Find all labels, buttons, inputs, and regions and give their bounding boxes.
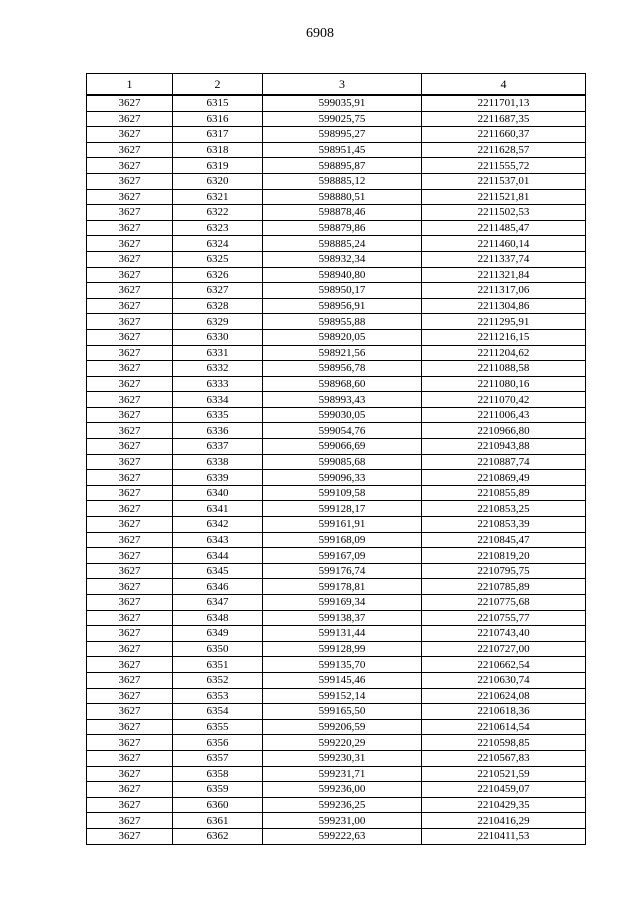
table-row [87, 283, 586, 299]
table-cell-col-2: 6334 [173, 392, 263, 408]
table-cell-col-1: 3627 [87, 782, 173, 798]
table-cell-col-2: 6315 [173, 95, 263, 111]
table-cell-col-1: 3627 [87, 735, 173, 751]
table-cell-col-4: 2210727,00 [422, 641, 586, 657]
table-cell-col-4: 2211460,14 [422, 236, 586, 252]
table-cell-col-3: 598993,43 [263, 392, 422, 408]
table-cell-col-3: 599128,99 [263, 641, 422, 657]
table-cell-col-2: 6326 [173, 267, 263, 283]
table-cell-col-4: 2210743,40 [422, 626, 586, 642]
table-cell-col-4: 2211321,84 [422, 267, 586, 283]
table-row [87, 719, 586, 735]
table-cell-col-2: 6354 [173, 704, 263, 720]
table-cell-col-3: 599030,05 [263, 407, 422, 423]
table-row [87, 470, 586, 486]
table-cell-col-3: 599085,68 [263, 454, 422, 470]
table-cell-col-1: 3627 [87, 329, 173, 345]
table-cell-col-1: 3627 [87, 766, 173, 782]
table-cell-col-3: 599169,34 [263, 595, 422, 611]
table-row [87, 142, 586, 158]
table-cell-col-4: 2210795,75 [422, 563, 586, 579]
table-row [87, 532, 586, 548]
table-cell-col-2: 6362 [173, 828, 263, 844]
table-row [87, 735, 586, 751]
table-cell-col-3: 599231,71 [263, 766, 422, 782]
table-row [87, 407, 586, 423]
table-cell-col-4: 2211628,57 [422, 142, 586, 158]
table-cell-col-3: 599165,50 [263, 704, 422, 720]
table-cell-col-4: 2211216,15 [422, 329, 586, 345]
table-cell-col-3: 599066,69 [263, 439, 422, 455]
table-row [87, 95, 586, 111]
table-cell-col-1: 3627 [87, 407, 173, 423]
table-row [87, 439, 586, 455]
table-cell-col-2: 6347 [173, 595, 263, 611]
table-row [87, 517, 586, 533]
table-cell-col-2: 6336 [173, 423, 263, 439]
table-cell-col-3: 599222,63 [263, 828, 422, 844]
column-header-2: 2 [173, 74, 263, 96]
table-cell-col-4: 2210630,74 [422, 672, 586, 688]
table-cell-col-2: 6337 [173, 439, 263, 455]
table-cell-col-4: 2211687,35 [422, 111, 586, 127]
table-cell-col-3: 598995,27 [263, 127, 422, 143]
table-cell-col-1: 3627 [87, 641, 173, 657]
table-cell-col-1: 3627 [87, 173, 173, 189]
table-cell-col-1: 3627 [87, 158, 173, 174]
table-cell-col-2: 6322 [173, 205, 263, 221]
table-cell-col-1: 3627 [87, 376, 173, 392]
table-cell-col-2: 6351 [173, 657, 263, 673]
table-cell-col-1: 3627 [87, 517, 173, 533]
table-row [87, 361, 586, 377]
table-cell-col-4: 2211555,72 [422, 158, 586, 174]
table-row [87, 111, 586, 127]
table-row [87, 189, 586, 205]
table-cell-col-1: 3627 [87, 672, 173, 688]
table-cell-col-2: 6331 [173, 345, 263, 361]
table-cell-col-2: 6360 [173, 797, 263, 813]
table-cell-col-3: 599109,58 [263, 485, 422, 501]
table-cell-col-1: 3627 [87, 750, 173, 766]
table-cell-col-4: 2211701,13 [422, 95, 586, 111]
table-cell-col-1: 3627 [87, 797, 173, 813]
table-row [87, 641, 586, 657]
table-cell-col-3: 598956,91 [263, 298, 422, 314]
table-cell-col-2: 6361 [173, 813, 263, 829]
table-cell-col-2: 6356 [173, 735, 263, 751]
table-cell-col-1: 3627 [87, 127, 173, 143]
table-cell-col-2: 6353 [173, 688, 263, 704]
table-cell-col-4: 2210853,39 [422, 517, 586, 533]
page-number: 6908 [306, 26, 334, 41]
table-cell-col-1: 3627 [87, 345, 173, 361]
table-row [87, 766, 586, 782]
coordinates-table [86, 73, 586, 845]
table-cell-col-4: 2211660,37 [422, 127, 586, 143]
table-cell-col-3: 598951,45 [263, 142, 422, 158]
table-cell-col-1: 3627 [87, 657, 173, 673]
table-cell-col-3: 599236,25 [263, 797, 422, 813]
table-cell-col-2: 6328 [173, 298, 263, 314]
table-cell-col-2: 6333 [173, 376, 263, 392]
table-cell-col-3: 599206,59 [263, 719, 422, 735]
table-header-row [87, 74, 586, 96]
table-cell-col-2: 6318 [173, 142, 263, 158]
table-row [87, 205, 586, 221]
table-cell-col-1: 3627 [87, 361, 173, 377]
table-cell-col-3: 598920,05 [263, 329, 422, 345]
table-row [87, 579, 586, 595]
table-row [87, 127, 586, 143]
table-cell-col-4: 2211295,91 [422, 314, 586, 330]
table-cell-col-1: 3627 [87, 111, 173, 127]
table-cell-col-4: 2210845,47 [422, 532, 586, 548]
table-cell-col-2: 6350 [173, 641, 263, 657]
table-row [87, 626, 586, 642]
table-row [87, 610, 586, 626]
table-cell-col-1: 3627 [87, 423, 173, 439]
table-cell-col-4: 2211337,74 [422, 251, 586, 267]
table-cell-col-3: 599167,09 [263, 548, 422, 564]
table-cell-col-3: 598940,80 [263, 267, 422, 283]
table-cell-col-2: 6317 [173, 127, 263, 143]
column-header-4: 4 [422, 74, 586, 96]
table-row [87, 423, 586, 439]
table-cell-col-4: 2210624,08 [422, 688, 586, 704]
table-row [87, 251, 586, 267]
table-cell-col-1: 3627 [87, 595, 173, 611]
table-cell-col-4: 2210775,68 [422, 595, 586, 611]
table-cell-col-4: 2210966,80 [422, 423, 586, 439]
table-cell-col-4: 2210887,74 [422, 454, 586, 470]
table-cell-col-2: 6355 [173, 719, 263, 735]
table-cell-col-1: 3627 [87, 579, 173, 595]
table-cell-col-1: 3627 [87, 439, 173, 455]
table-cell-col-4: 2211537,01 [422, 173, 586, 189]
table-cell-col-3: 599220,29 [263, 735, 422, 751]
table-cell-col-3: 599096,33 [263, 470, 422, 486]
table-cell-col-4: 2211204,62 [422, 345, 586, 361]
table-row [87, 782, 586, 798]
table-cell-col-3: 598885,24 [263, 236, 422, 252]
table-cell-col-2: 6346 [173, 579, 263, 595]
table-cell-col-4: 2210429,35 [422, 797, 586, 813]
table-cell-col-3: 599054,76 [263, 423, 422, 439]
table-cell-col-4: 2211502,53 [422, 205, 586, 221]
table-cell-col-3: 599161,91 [263, 517, 422, 533]
table-cell-col-4: 2210567,83 [422, 750, 586, 766]
table-cell-col-1: 3627 [87, 220, 173, 236]
table-cell-col-1: 3627 [87, 610, 173, 626]
table-row [87, 485, 586, 501]
table-cell-col-4: 2211070,42 [422, 392, 586, 408]
table-cell-col-1: 3627 [87, 251, 173, 267]
table-row [87, 750, 586, 766]
table-cell-col-3: 598950,17 [263, 283, 422, 299]
table-cell-col-3: 599168,09 [263, 532, 422, 548]
table-row [87, 314, 586, 330]
table-cell-col-2: 6340 [173, 485, 263, 501]
table-cell-col-3: 598880,51 [263, 189, 422, 205]
table-cell-col-2: 6329 [173, 314, 263, 330]
table-cell-col-2: 6342 [173, 517, 263, 533]
table-row [87, 563, 586, 579]
table-cell-col-4: 2210819,20 [422, 548, 586, 564]
table-cell-col-2: 6325 [173, 251, 263, 267]
table-cell-col-4: 2210755,77 [422, 610, 586, 626]
table-cell-col-4: 2210662,54 [422, 657, 586, 673]
table-row [87, 657, 586, 673]
table-cell-col-1: 3627 [87, 532, 173, 548]
table-cell-col-3: 599035,91 [263, 95, 422, 111]
table-row [87, 454, 586, 470]
table-row [87, 501, 586, 517]
table-cell-col-4: 2211317,06 [422, 283, 586, 299]
table-cell-col-2: 6352 [173, 672, 263, 688]
table-cell-col-2: 6324 [173, 236, 263, 252]
table-cell-col-3: 598879,86 [263, 220, 422, 236]
table-cell-col-1: 3627 [87, 704, 173, 720]
table-cell-col-1: 3627 [87, 454, 173, 470]
table-row [87, 595, 586, 611]
table-cell-col-3: 598895,87 [263, 158, 422, 174]
table-cell-col-4: 2210785,89 [422, 579, 586, 595]
table-cell-col-1: 3627 [87, 95, 173, 111]
table-cell-col-3: 598968,60 [263, 376, 422, 392]
table-cell-col-3: 599131,44 [263, 626, 422, 642]
table-cell-col-3: 598932,34 [263, 251, 422, 267]
table-cell-col-4: 2210618,36 [422, 704, 586, 720]
table-row [87, 813, 586, 829]
table-cell-col-2: 6349 [173, 626, 263, 642]
table-cell-col-1: 3627 [87, 189, 173, 205]
table-cell-col-1: 3627 [87, 719, 173, 735]
table-cell-col-2: 6316 [173, 111, 263, 127]
table-cell-col-1: 3627 [87, 626, 173, 642]
table-cell-col-1: 3627 [87, 267, 173, 283]
table-cell-col-2: 6343 [173, 532, 263, 548]
table-cell-col-1: 3627 [87, 563, 173, 579]
table-cell-col-2: 6341 [173, 501, 263, 517]
table-cell-col-3: 599138,37 [263, 610, 422, 626]
table-cell-col-2: 6344 [173, 548, 263, 564]
table-row [87, 688, 586, 704]
table-cell-col-1: 3627 [87, 548, 173, 564]
table-cell-col-1: 3627 [87, 470, 173, 486]
table-row [87, 376, 586, 392]
table-cell-col-2: 6327 [173, 283, 263, 299]
table-cell-col-3: 598885,12 [263, 173, 422, 189]
table-cell-col-2: 6358 [173, 766, 263, 782]
table-cell-col-2: 6323 [173, 220, 263, 236]
table-cell-col-3: 598955,88 [263, 314, 422, 330]
table-cell-col-1: 3627 [87, 314, 173, 330]
table-cell-col-2: 6348 [173, 610, 263, 626]
table-cell-col-1: 3627 [87, 828, 173, 844]
table-cell-col-1: 3627 [87, 283, 173, 299]
table-cell-col-3: 599230,31 [263, 750, 422, 766]
table-cell-col-1: 3627 [87, 298, 173, 314]
table-row [87, 672, 586, 688]
table-row [87, 236, 586, 252]
table-cell-col-2: 6339 [173, 470, 263, 486]
table-cell-col-4: 2210521,59 [422, 766, 586, 782]
table-cell-col-4: 2210459,07 [422, 782, 586, 798]
table-cell-col-4: 2211080,16 [422, 376, 586, 392]
table-cell-col-4: 2211006,43 [422, 407, 586, 423]
table-row [87, 220, 586, 236]
table-cell-col-1: 3627 [87, 485, 173, 501]
table-cell-col-2: 6320 [173, 173, 263, 189]
table-cell-col-2: 6319 [173, 158, 263, 174]
table-cell-col-3: 598921,56 [263, 345, 422, 361]
table-cell-col-2: 6335 [173, 407, 263, 423]
table-cell-col-2: 6338 [173, 454, 263, 470]
table-cell-col-4: 2210855,89 [422, 485, 586, 501]
table-cell-col-3: 599231,00 [263, 813, 422, 829]
table-body [87, 95, 586, 844]
table-cell-col-2: 6359 [173, 782, 263, 798]
table-cell-col-3: 599128,17 [263, 501, 422, 517]
table-row [87, 267, 586, 283]
table-cell-col-4: 2211304,86 [422, 298, 586, 314]
table-cell-col-1: 3627 [87, 142, 173, 158]
table-row [87, 158, 586, 174]
table-cell-col-1: 3627 [87, 501, 173, 517]
table-cell-col-4: 2210416,29 [422, 813, 586, 829]
column-header-3: 3 [263, 74, 422, 96]
table-row [87, 828, 586, 844]
table-cell-col-4: 2210853,25 [422, 501, 586, 517]
table-cell-col-2: 6357 [173, 750, 263, 766]
table-cell-col-4: 2210598,85 [422, 735, 586, 751]
table-cell-col-4: 2210943,88 [422, 439, 586, 455]
table-cell-col-2: 6321 [173, 189, 263, 205]
table-row [87, 298, 586, 314]
table-cell-col-4: 2210869,49 [422, 470, 586, 486]
table-cell-col-1: 3627 [87, 392, 173, 408]
table-cell-col-3: 599176,74 [263, 563, 422, 579]
table-cell-col-1: 3627 [87, 236, 173, 252]
column-header-1: 1 [87, 74, 173, 96]
table-row [87, 704, 586, 720]
table-row [87, 329, 586, 345]
table-cell-col-3: 599178,81 [263, 579, 422, 595]
table-cell-col-2: 6332 [173, 361, 263, 377]
table-cell-col-3: 599135,70 [263, 657, 422, 673]
table-cell-col-3: 599236,00 [263, 782, 422, 798]
table-cell-col-4: 2210411,53 [422, 828, 586, 844]
table-row [87, 797, 586, 813]
table-row [87, 173, 586, 189]
table-cell-col-3: 598956,78 [263, 361, 422, 377]
table-cell-col-3: 598878,46 [263, 205, 422, 221]
table-cell-col-1: 3627 [87, 688, 173, 704]
table-cell-col-2: 6330 [173, 329, 263, 345]
table-cell-col-3: 599025,75 [263, 111, 422, 127]
table-cell-col-4: 2210614,54 [422, 719, 586, 735]
table-cell-col-1: 3627 [87, 813, 173, 829]
table-cell-col-2: 6345 [173, 563, 263, 579]
table-cell-col-3: 599152,14 [263, 688, 422, 704]
table-cell-col-4: 2211485,47 [422, 220, 586, 236]
table-cell-col-4: 2211521,81 [422, 189, 586, 205]
table-cell-col-3: 599145,46 [263, 672, 422, 688]
table-row [87, 392, 586, 408]
table-row [87, 345, 586, 361]
table-cell-col-4: 2211088,58 [422, 361, 586, 377]
table-row [87, 548, 586, 564]
table-cell-col-1: 3627 [87, 205, 173, 221]
